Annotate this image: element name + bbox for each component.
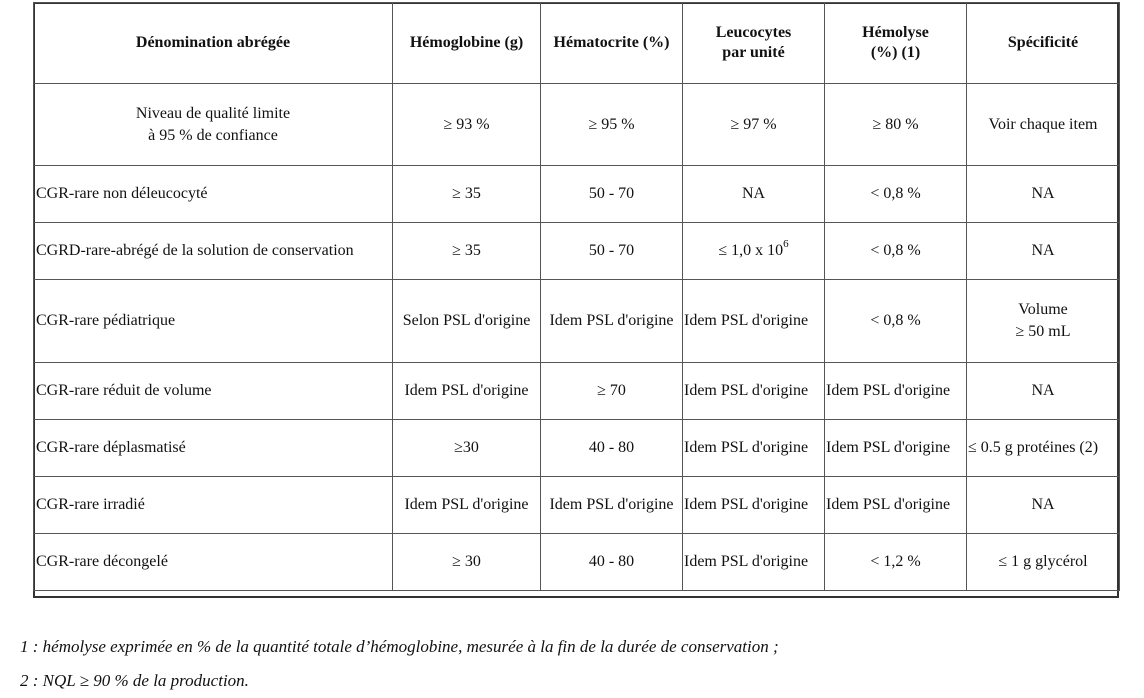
cell-hemolyse: Idem PSL d'origine	[825, 363, 967, 420]
cell-denomination: CGRD-rare-abrégé de la solution de conservation	[34, 223, 393, 280]
cell-specificite: NA	[967, 477, 1120, 534]
specificite-line1: Volume	[1018, 301, 1068, 318]
cell-hemoglobine: ≥ 35	[393, 223, 541, 280]
table-row	[34, 420, 1120, 477]
cell-hemolyse: Idem PSL d'origine	[825, 420, 967, 477]
table-row-nql	[34, 84, 1120, 166]
cell-leucocytes: Idem PSL d'origine	[683, 363, 825, 420]
cell-hematocrite: ≥ 95 %	[541, 84, 683, 166]
cell-hemoglobine: Idem PSL d'origine	[393, 477, 541, 534]
cell-hemolyse: < 1,2 %	[825, 534, 967, 591]
leucocytes-base: ≤ 1,0 x 10	[718, 242, 784, 259]
cell-leucocytes: Idem PSL d'origine	[683, 534, 825, 591]
header-denomination: Dénomination abrégée	[34, 3, 393, 84]
footnotes	[20, 630, 779, 698]
cell-hemoglobine: ≥ 93 %	[393, 84, 541, 166]
header-row	[34, 3, 1120, 84]
cell-specificite	[967, 280, 1120, 363]
cell-hemolyse: < 0,8 %	[825, 223, 967, 280]
specification-table	[33, 2, 1120, 591]
cell-specificite: ≤ 1 g glycérol	[967, 534, 1120, 591]
cell-hemolyse: < 0,8 %	[825, 280, 967, 363]
cell-denomination: CGR-rare non déleucocyté	[34, 166, 393, 223]
cell-denomination: CGR-rare réduit de volume	[34, 363, 393, 420]
header-hematocrite: Hématocrite (%)	[541, 3, 683, 84]
cell-hematocrite: ≥ 70	[541, 363, 683, 420]
cell-specificite: NA	[967, 363, 1120, 420]
cell-specificite: NA	[967, 166, 1120, 223]
table-row	[34, 477, 1120, 534]
cell-hemoglobine: Idem PSL d'origine	[393, 363, 541, 420]
table-row	[34, 363, 1120, 420]
cell-leucocytes: Idem PSL d'origine	[683, 280, 825, 363]
cell-hematocrite: 40 - 80	[541, 534, 683, 591]
cell-hematocrite: 40 - 80	[541, 420, 683, 477]
cell-hemoglobine: Selon PSL d'origine	[393, 280, 541, 363]
cell-leucocytes	[683, 223, 825, 280]
cell-denomination: CGR-rare décongelé	[34, 534, 393, 591]
cell-hemoglobine: ≥ 30	[393, 534, 541, 591]
cell-denomination	[34, 84, 393, 166]
cell-leucocytes: Idem PSL d'origine	[683, 420, 825, 477]
footnote-1: 1 : hémolyse exprimée en % de la quantité totale d’hémoglobine, mesurée à la fin de la durée de conservation ;	[20, 637, 779, 656]
cell-hematocrite: 50 - 70	[541, 166, 683, 223]
cell-specificite: ≤ 0.5 g protéines (2)	[967, 420, 1120, 477]
cell-denomination: CGR-rare déplasmatisé	[34, 420, 393, 477]
cell-leucocytes: Idem PSL d'origine	[683, 477, 825, 534]
cell-hemolyse: < 0,8 %	[825, 166, 967, 223]
cell-denomination: CGR-rare irradié	[34, 477, 393, 534]
table-row	[34, 534, 1120, 591]
table-row	[34, 223, 1120, 280]
nql-name-line1: Niveau de qualité limite	[135, 104, 291, 122]
nql-name-line2: à 95 % de confiance	[148, 126, 278, 144]
specificite-line2: ≥ 50 mL	[1015, 323, 1071, 340]
header-specificite: Spécificité	[967, 3, 1120, 84]
cell-specificite: NA	[967, 223, 1120, 280]
header-hemoglobine: Hémoglobine (g)	[393, 3, 541, 84]
table-row	[34, 166, 1120, 223]
leucocytes-exponent: 6	[783, 238, 789, 250]
cell-specificite: Voir chaque item	[967, 84, 1120, 166]
cell-hemolyse: Idem PSL d'origine	[825, 477, 967, 534]
cell-leucocytes: NA	[683, 166, 825, 223]
table-row	[34, 280, 1120, 363]
header-hemolyse: Hémolyse (%) (1)	[825, 3, 967, 84]
footnote-2: 2 : NQL ≥ 90 % de la production.	[20, 671, 249, 690]
cell-hemoglobine: ≥ 35	[393, 166, 541, 223]
cell-hematocrite: 50 - 70	[541, 223, 683, 280]
cell-hematocrite: Idem PSL d'origine	[541, 477, 683, 534]
header-leucocytes: Leucocytes par unité	[683, 3, 825, 84]
cell-leucocytes: ≥ 97 %	[683, 84, 825, 166]
cell-hemolyse: ≥ 80 %	[825, 84, 967, 166]
cell-hematocrite: Idem PSL d'origine	[541, 280, 683, 363]
cell-hemoglobine: ≥30	[393, 420, 541, 477]
cell-denomination: CGR-rare pédiatrique	[34, 280, 393, 363]
